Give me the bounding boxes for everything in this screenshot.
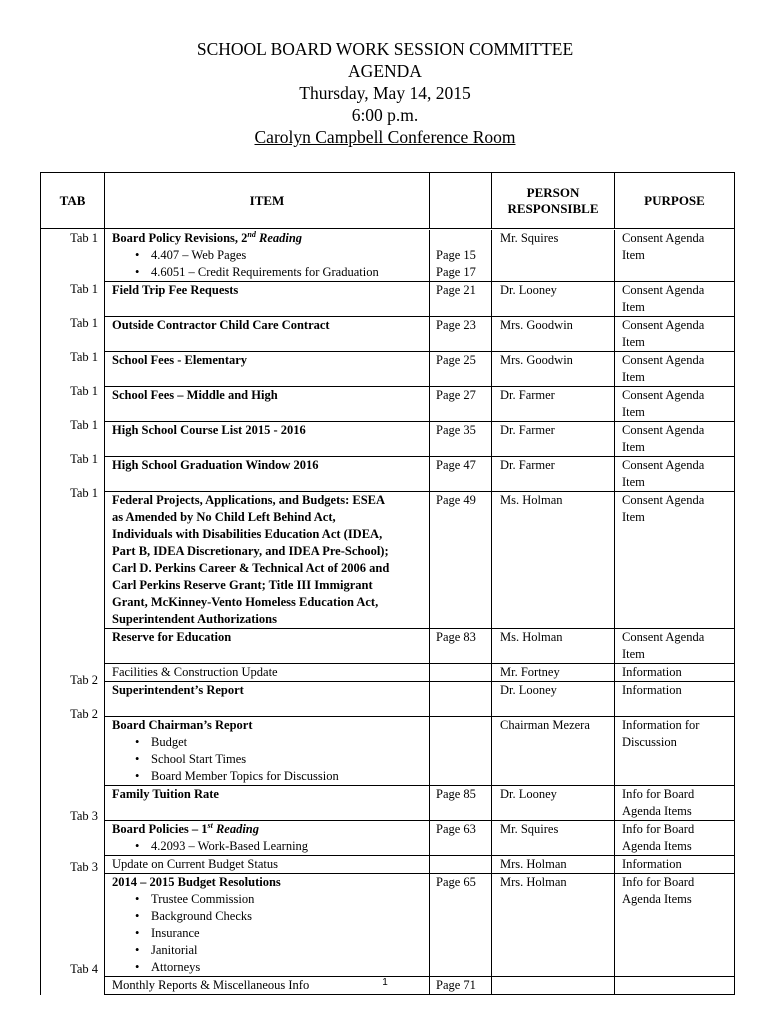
title-agenda: AGENDA	[348, 61, 422, 81]
page-reference	[430, 768, 492, 785]
page-reference	[430, 751, 492, 768]
tab-label	[41, 264, 98, 281]
page-reference	[430, 334, 492, 351]
agenda-subitem: • 4.407 – Web Pages	[105, 247, 430, 264]
purpose-text	[615, 594, 734, 611]
purpose-text: Consent Agenda	[622, 493, 705, 507]
table-row	[105, 456, 734, 474]
purpose-text: Info for Board	[622, 822, 695, 836]
person-responsible	[492, 803, 615, 820]
column-header-item: ITEM	[105, 173, 430, 229]
agenda-items	[105, 229, 735, 995]
table-row	[105, 594, 734, 611]
table-row	[105, 334, 734, 351]
page-reference	[430, 543, 492, 560]
tab-label	[41, 366, 98, 383]
tab-label	[41, 910, 98, 927]
person-responsible: Mr. Squires	[492, 230, 615, 247]
agenda-item	[105, 299, 430, 316]
tab-label: Tab 1	[70, 418, 98, 432]
person-responsible: Mrs. Goodwin	[492, 352, 615, 369]
purpose-text: Consent Agenda	[622, 630, 705, 644]
table-row	[105, 855, 734, 873]
tab-label	[41, 723, 98, 740]
tab-label	[41, 400, 98, 417]
purpose-text: Consent Agenda	[622, 283, 705, 297]
purpose-text: Agenda Items	[622, 839, 692, 853]
agenda-item	[105, 334, 430, 351]
tab-label	[41, 655, 98, 672]
meeting-time: 6:00 p.m.	[351, 105, 419, 125]
agenda-item: Carl Perkins Reserve Grant; Title III Immigrant	[105, 577, 430, 594]
purpose-text: Discussion	[622, 735, 677, 749]
tab-label	[41, 298, 98, 315]
purpose-text	[615, 942, 734, 959]
agenda-item: Family Tuition Rate	[105, 786, 430, 803]
tab-label	[41, 791, 98, 808]
page-reference: Page 71	[430, 977, 492, 994]
page-reference	[430, 838, 492, 855]
page-reference: Page 27	[430, 387, 492, 404]
tab-label	[41, 740, 98, 757]
page-reference	[430, 439, 492, 456]
table-row	[105, 351, 734, 369]
person-responsible: Dr. Farmer	[492, 422, 615, 439]
page-reference	[430, 299, 492, 316]
person-responsible	[492, 577, 615, 594]
purpose-text	[615, 611, 734, 628]
agenda-item: Board Policies – 1st Reading	[105, 821, 430, 838]
agenda-subitem: • School Start Times	[105, 751, 430, 768]
table-row	[105, 439, 734, 456]
table-row	[105, 663, 734, 681]
table-row	[105, 509, 734, 526]
page-reference	[430, 369, 492, 386]
person-responsible: Mrs. Goodwin	[492, 317, 615, 334]
agenda-table	[40, 172, 735, 995]
purpose-text: Item	[622, 647, 645, 661]
page-reference	[430, 509, 492, 526]
tab-label	[41, 842, 98, 859]
page-reference	[430, 891, 492, 908]
agenda-item: Part B, IDEA Discretionary, and IDEA Pre-School);	[105, 543, 430, 560]
table-row	[105, 803, 734, 820]
tab-label: Tab 3	[70, 809, 98, 823]
tab-label: Tab 1	[70, 486, 98, 500]
person-responsible: Mrs. Holman	[492, 856, 615, 873]
page-reference	[430, 577, 492, 594]
page-reference: Page 35	[430, 422, 492, 439]
page-number: 1	[382, 977, 388, 988]
page-reference: Page 21	[430, 282, 492, 299]
page-reference	[430, 959, 492, 976]
agenda-item: Grant, McKinney-Vento Homeless Education Act,	[105, 594, 430, 611]
tab-label: Tab 3	[70, 860, 98, 874]
agenda-item: Outside Contractor Child Care Contract	[105, 317, 430, 334]
table-row	[105, 281, 734, 299]
tab-label	[41, 757, 98, 774]
agenda-subitem: • Trustee Commission	[105, 891, 430, 908]
agenda-item	[105, 699, 430, 716]
tab-label: Tab 1	[70, 452, 98, 466]
person-responsible: Mr. Fortney	[492, 664, 615, 681]
page-reference	[430, 717, 492, 734]
person-responsible: Mr. Squires	[492, 821, 615, 838]
tab-label	[41, 536, 98, 553]
table-row	[105, 577, 734, 594]
purpose-text: Consent Agenda	[622, 318, 705, 332]
column-header-purpose: PURPOSE	[615, 173, 735, 229]
person-responsible	[492, 526, 615, 543]
table-row	[105, 942, 734, 959]
agenda-item: High School Graduation Window 2016	[105, 457, 430, 474]
purpose-text	[615, 925, 734, 942]
table-row	[105, 299, 734, 316]
person-responsible: Ms. Holman	[492, 492, 615, 509]
tab-label	[41, 434, 98, 451]
table-row	[105, 681, 734, 699]
agenda-subitem: • 4.6051 – Credit Requirements for Graduation	[105, 264, 430, 281]
tab-label	[41, 689, 98, 706]
table-row	[105, 716, 734, 734]
tab-label: Tab 1	[70, 384, 98, 398]
page-reference	[430, 474, 492, 491]
table-row	[105, 925, 734, 942]
agenda-subitem: • Janitorial	[105, 942, 430, 959]
page-reference	[430, 594, 492, 611]
tab-label	[41, 570, 98, 587]
purpose-text: Consent Agenda	[622, 388, 705, 402]
table-row	[105, 628, 734, 646]
document-header	[0, 38, 770, 148]
page-reference: Page 65	[430, 874, 492, 891]
person-responsible: Mrs. Holman	[492, 874, 615, 891]
purpose-text: Information for	[622, 718, 700, 732]
agenda-item: School Fees – Middle and High	[105, 387, 430, 404]
table-row	[105, 491, 734, 509]
person-responsible	[492, 699, 615, 716]
table-row	[105, 386, 734, 404]
page-reference: Page 63	[430, 821, 492, 838]
table-row	[105, 820, 734, 838]
purpose-text	[615, 699, 734, 716]
person-responsible	[492, 560, 615, 577]
agenda-item: Superintendent Authorizations	[105, 611, 430, 628]
page-reference: Page 47	[430, 457, 492, 474]
table-row	[105, 560, 734, 577]
tab-label	[41, 876, 98, 893]
page-reference	[430, 611, 492, 628]
tab-label	[41, 893, 98, 910]
purpose-text: Item	[622, 510, 645, 524]
table-header-row	[41, 173, 735, 229]
purpose-text	[615, 264, 734, 281]
person-responsible	[492, 369, 615, 386]
person-responsible	[492, 751, 615, 768]
table-row	[105, 421, 734, 439]
purpose-text	[615, 959, 734, 976]
purpose-text	[615, 908, 734, 925]
person-responsible	[492, 891, 615, 908]
tab-label: Tab 4	[70, 962, 98, 976]
purpose-text: Info for Board	[622, 787, 695, 801]
agenda-item: School Fees - Elementary	[105, 352, 430, 369]
table-row	[105, 230, 734, 247]
tab-label: Tab 1	[70, 231, 98, 245]
agenda-item: High School Course List 2015 - 2016	[105, 422, 430, 439]
page-reference	[430, 942, 492, 959]
agenda-subitem: • Attorneys	[105, 959, 430, 976]
tab-label: Tab 2	[70, 707, 98, 721]
agenda-item: Carl D. Perkins Career & Technical Act of 2006 and	[105, 560, 430, 577]
person-responsible	[492, 247, 615, 264]
page-reference	[430, 404, 492, 421]
meeting-location: Carolyn Campbell Conference Room	[254, 127, 516, 147]
agenda-subitem: • Budget	[105, 734, 430, 751]
agenda-item: as Amended by No Child Left Behind Act,	[105, 509, 430, 526]
table-row	[105, 959, 734, 976]
table-row	[105, 768, 734, 785]
page-reference	[430, 682, 492, 699]
table-row	[105, 611, 734, 628]
agenda-item	[105, 803, 430, 820]
tab-label	[41, 621, 98, 638]
column-header-person: PERSON RESPONSIBLE	[492, 173, 615, 229]
purpose-text: Item	[622, 248, 645, 262]
purpose-text: Info for Board	[622, 875, 695, 889]
purpose-text: Consent Agenda	[622, 458, 705, 472]
page-reference: Page 85	[430, 786, 492, 803]
meeting-date: Thursday, May 14, 2015	[299, 83, 471, 103]
agenda-item: Federal Projects, Applications, and Budgets: ESEA	[105, 492, 430, 509]
person-responsible	[492, 959, 615, 976]
agenda-item: 2014 – 2015 Budget Resolutions	[105, 874, 430, 891]
page-reference	[430, 664, 492, 681]
person-responsible	[492, 646, 615, 663]
title-committee: SCHOOL BOARD WORK SESSION COMMITTEE	[196, 39, 574, 59]
person-responsible: Dr. Looney	[492, 786, 615, 803]
agenda-item	[105, 474, 430, 491]
purpose-text: Consent Agenda	[622, 231, 705, 245]
agenda-item: Individuals with Disabilities Education Act (IDEA,	[105, 526, 430, 543]
purpose-text	[615, 543, 734, 560]
purpose-text: Item	[622, 475, 645, 489]
tab-label	[41, 247, 98, 264]
purpose-text	[615, 751, 734, 768]
page-reference: Page 23	[430, 317, 492, 334]
tab-label	[41, 587, 98, 604]
agenda-item	[105, 439, 430, 456]
person-responsible	[492, 942, 615, 959]
person-responsible	[492, 768, 615, 785]
tab-label	[41, 332, 98, 349]
page-reference: Page 83	[430, 629, 492, 646]
person-responsible	[492, 509, 615, 526]
person-responsible	[492, 611, 615, 628]
purpose-text	[615, 560, 734, 577]
page-reference	[430, 908, 492, 925]
table-row	[105, 891, 734, 908]
page-reference: Page 17	[430, 264, 492, 281]
person-responsible	[492, 908, 615, 925]
table-row	[105, 474, 734, 491]
purpose-text: Consent Agenda	[622, 423, 705, 437]
page-reference: Page 49	[430, 492, 492, 509]
page-reference: Page 25	[430, 352, 492, 369]
table-row	[105, 873, 734, 891]
tab-label	[41, 638, 98, 655]
tab-label	[41, 604, 98, 621]
purpose-text: Consent Agenda	[622, 353, 705, 367]
person-responsible	[492, 404, 615, 421]
table-body-row	[41, 229, 735, 995]
agenda-item: Board Chairman’s Report	[105, 717, 430, 734]
table-row	[105, 838, 734, 855]
table-row	[105, 646, 734, 663]
page-reference	[430, 646, 492, 663]
purpose-text	[615, 768, 734, 785]
table-row	[105, 908, 734, 925]
person-responsible	[492, 838, 615, 855]
table-row	[105, 247, 734, 264]
tab-label	[41, 519, 98, 536]
agenda-subitem: • Board Member Topics for Discussion	[105, 768, 430, 785]
person-responsible: Chairman Mezera	[492, 717, 615, 734]
person-responsible	[492, 264, 615, 281]
agenda-subitem: • 4.2093 – Work-Based Learning	[105, 838, 430, 855]
agenda-subitem: • Background Checks	[105, 908, 430, 925]
person-responsible	[492, 334, 615, 351]
purpose-text: Item	[622, 405, 645, 419]
purpose-text: Information	[622, 683, 682, 697]
tab-label: Tab 1	[70, 350, 98, 364]
agenda-item	[105, 404, 430, 421]
purpose-text: Information	[622, 665, 682, 679]
table-row	[105, 785, 734, 803]
agenda-item: Monthly Reports & Miscellaneous Info	[105, 977, 430, 994]
page-reference: Page 15	[430, 247, 492, 264]
table-row	[105, 734, 734, 751]
person-responsible: Dr. Looney	[492, 282, 615, 299]
page-reference	[430, 699, 492, 716]
agenda-item: Superintendent’s Report	[105, 682, 430, 699]
page-reference	[430, 925, 492, 942]
agenda-item: Facilities & Construction Update	[105, 664, 430, 681]
purpose-text: Item	[622, 370, 645, 384]
table-row	[105, 316, 734, 334]
page-reference	[430, 803, 492, 820]
agenda-subitem: • Insurance	[105, 925, 430, 942]
purpose-text: Item	[622, 300, 645, 314]
tab-label: Tab 1	[70, 316, 98, 330]
purpose-text: Item	[622, 335, 645, 349]
tab-label	[41, 553, 98, 570]
table-row	[105, 526, 734, 543]
purpose-text	[615, 526, 734, 543]
tab-label	[41, 774, 98, 791]
person-responsible	[492, 594, 615, 611]
agenda-item: Update on Current Budget Status	[105, 856, 430, 873]
column-header-tab: TAB	[41, 173, 105, 229]
agenda-item	[105, 369, 430, 386]
page-reference	[430, 560, 492, 577]
person-responsible	[492, 734, 615, 751]
person-responsible: Dr. Looney	[492, 682, 615, 699]
agenda-item: Board Policy Revisions, 2nd Reading	[105, 230, 430, 247]
table-row	[105, 751, 734, 768]
person-responsible	[492, 299, 615, 316]
tab-label	[41, 825, 98, 842]
purpose-text	[615, 577, 734, 594]
page-reference	[430, 856, 492, 873]
tab-label: Tab 1	[70, 282, 98, 296]
tab-label	[41, 944, 98, 961]
purpose-text: Item	[622, 440, 645, 454]
agenda-item: Reserve for Education	[105, 629, 430, 646]
tab-label	[41, 927, 98, 944]
person-responsible: Dr. Farmer	[492, 457, 615, 474]
column-header-page	[430, 173, 492, 229]
page-reference	[430, 526, 492, 543]
person-responsible	[492, 474, 615, 491]
person-responsible	[492, 543, 615, 560]
purpose-text: Agenda Items	[622, 804, 692, 818]
person-responsible	[492, 439, 615, 456]
person-responsible: Ms. Holman	[492, 629, 615, 646]
tab-label	[41, 502, 98, 519]
purpose-text: Information	[622, 857, 682, 871]
table-row	[105, 404, 734, 421]
tab-column	[41, 229, 105, 995]
table-row	[105, 369, 734, 386]
purpose-text: Agenda Items	[622, 892, 692, 906]
tab-label	[41, 468, 98, 485]
agenda-item: Field Trip Fee Requests	[105, 282, 430, 299]
table-row	[105, 543, 734, 560]
agenda-item	[105, 646, 430, 663]
table-row	[105, 264, 734, 281]
table-row	[105, 699, 734, 716]
page-reference	[430, 734, 492, 751]
page-reference	[430, 230, 492, 247]
person-responsible: Dr. Farmer	[492, 387, 615, 404]
tab-label: Tab 2	[70, 673, 98, 687]
person-responsible	[492, 925, 615, 942]
